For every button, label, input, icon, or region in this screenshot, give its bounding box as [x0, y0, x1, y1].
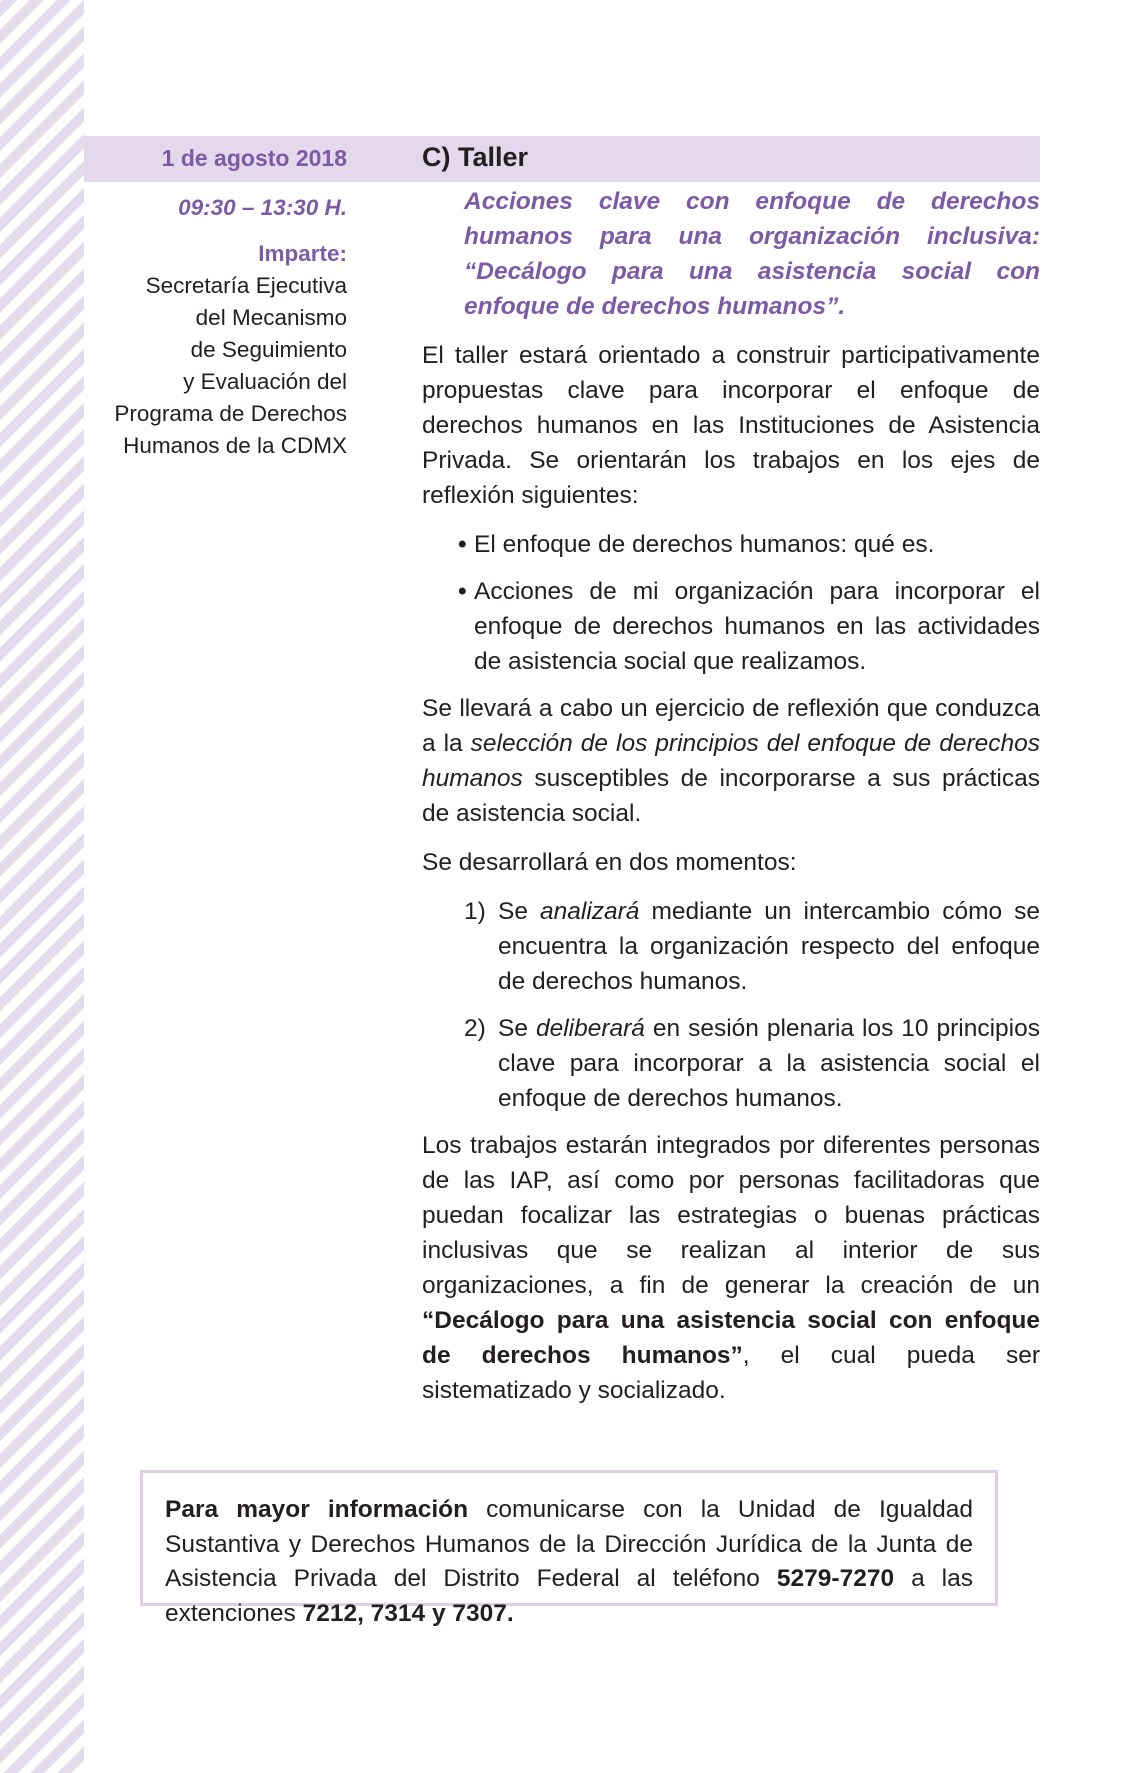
main-content: [422, 184, 1040, 1422]
closing-text: Los trabajos estarán integrados por diferentes personas de las IAP, así como por personas facilitadoras que puedan focalizar las estrategias o buenas prácticas inclusivas que se realizan al interior de sus organizaciones, a fin de generar la creación de un: [422, 1132, 1040, 1299]
info-text: comunicarse con la Unidad de Igualdad Sustantiva y Derechos Humanos de la Dirección Jurídica de la Junta de Asistencia Privada del Distrito Federal al teléfono: [165, 1496, 973, 1592]
info-phone: 5279-7270: [776, 1565, 895, 1592]
imparte-line: y Evaluación del: [183, 369, 347, 394]
imparte-line: Humanos de la CDMX: [123, 433, 347, 458]
bullet-text: El enfoque de derechos humanos: qué es.: [474, 531, 935, 558]
event-time: 09:30 – 13:30 H.: [178, 195, 347, 220]
intro-paragraph: El taller estará orientado a construir participativamente propuestas clave para incorporar el enfoque de derechos humanos en las Instituciones de Asistencia Privada. Se orientarán los trabajos en los ejes de reflexión siguientes:: [422, 342, 1040, 509]
item-emphasis: analizará: [540, 898, 640, 925]
numbered-item: [464, 1011, 1040, 1116]
reflection-paragraph: [422, 691, 1040, 831]
closing-emphasis: “Decálogo para una asistencia social con enfoque de derechos humanos”: [422, 1307, 1040, 1369]
numbered-item: [464, 894, 1040, 999]
bullet-icon: •: [458, 578, 467, 605]
event-date: 1 de agosto 2018: [161, 145, 347, 171]
list-item: [458, 527, 1040, 562]
imparte-label: Imparte:: [258, 241, 347, 266]
workshop-subtitle: Acciones clave con enfoque de derechos humanos para una organización inclusiva: “Decálogo para una asistencia social con enfoque de derechos humanos”.: [464, 188, 1040, 320]
bullet-text: Acciones de mi organización para incorporar el enfoque de derechos humanos en las actividades de asistencia social que realizamos.: [474, 578, 1040, 675]
info-box: [140, 1470, 998, 1627]
reflection-text: Se llevará a cabo un ejercicio de reflexión que conduzca a la: [422, 695, 1040, 757]
item-text-start: Se: [498, 898, 540, 925]
item-text-start: Se: [498, 1015, 536, 1042]
imparte-line: del Mecanismo: [195, 305, 347, 330]
info-text-2: a las extenciones: [165, 1565, 973, 1627]
reflection-emphasis: selección de los principios del enfoque de derechos humanos: [422, 730, 1040, 792]
imparte-line: Programa de Derechos: [114, 401, 347, 426]
imparte-line: de Seguimiento: [190, 337, 347, 362]
item-number: 1): [464, 898, 486, 925]
closing-paragraph: [422, 1128, 1040, 1408]
imparte-line: Secretaría Ejecutiva: [145, 273, 347, 298]
info-extensions: 7212, 7314 y 7307.: [302, 1599, 514, 1627]
moments-intro: Se desarrollará en dos momentos:: [422, 849, 797, 876]
item-text-end: mediante un intercambio cómo se encuentra la organización respecto del enfoque de derechos humanos.: [498, 898, 1041, 995]
reflection-text-end: susceptibles de incorporarse a sus prácticas de asistencia social.: [422, 765, 1040, 827]
item-text-end: en sesión plenaria los 10 principios clave para incorporar a la asistencia social el enfoque de derechos humanos.: [498, 1015, 1040, 1112]
decorative-stripes: [0, 0, 84, 1773]
item-text: [498, 894, 1040, 999]
info-lead: Para mayor información: [165, 1496, 469, 1523]
item-emphasis: deliberará: [535, 1015, 645, 1042]
list-item: [458, 574, 1040, 679]
sidebar-info: [87, 192, 347, 462]
item-number: 2): [464, 1015, 486, 1042]
item-text: [498, 1011, 1040, 1116]
section-title: C) Taller: [422, 142, 529, 172]
bullet-icon: •: [458, 531, 467, 558]
closing-text-end: , el cual pueda ser sistematizado y socializado.: [422, 1342, 1040, 1404]
